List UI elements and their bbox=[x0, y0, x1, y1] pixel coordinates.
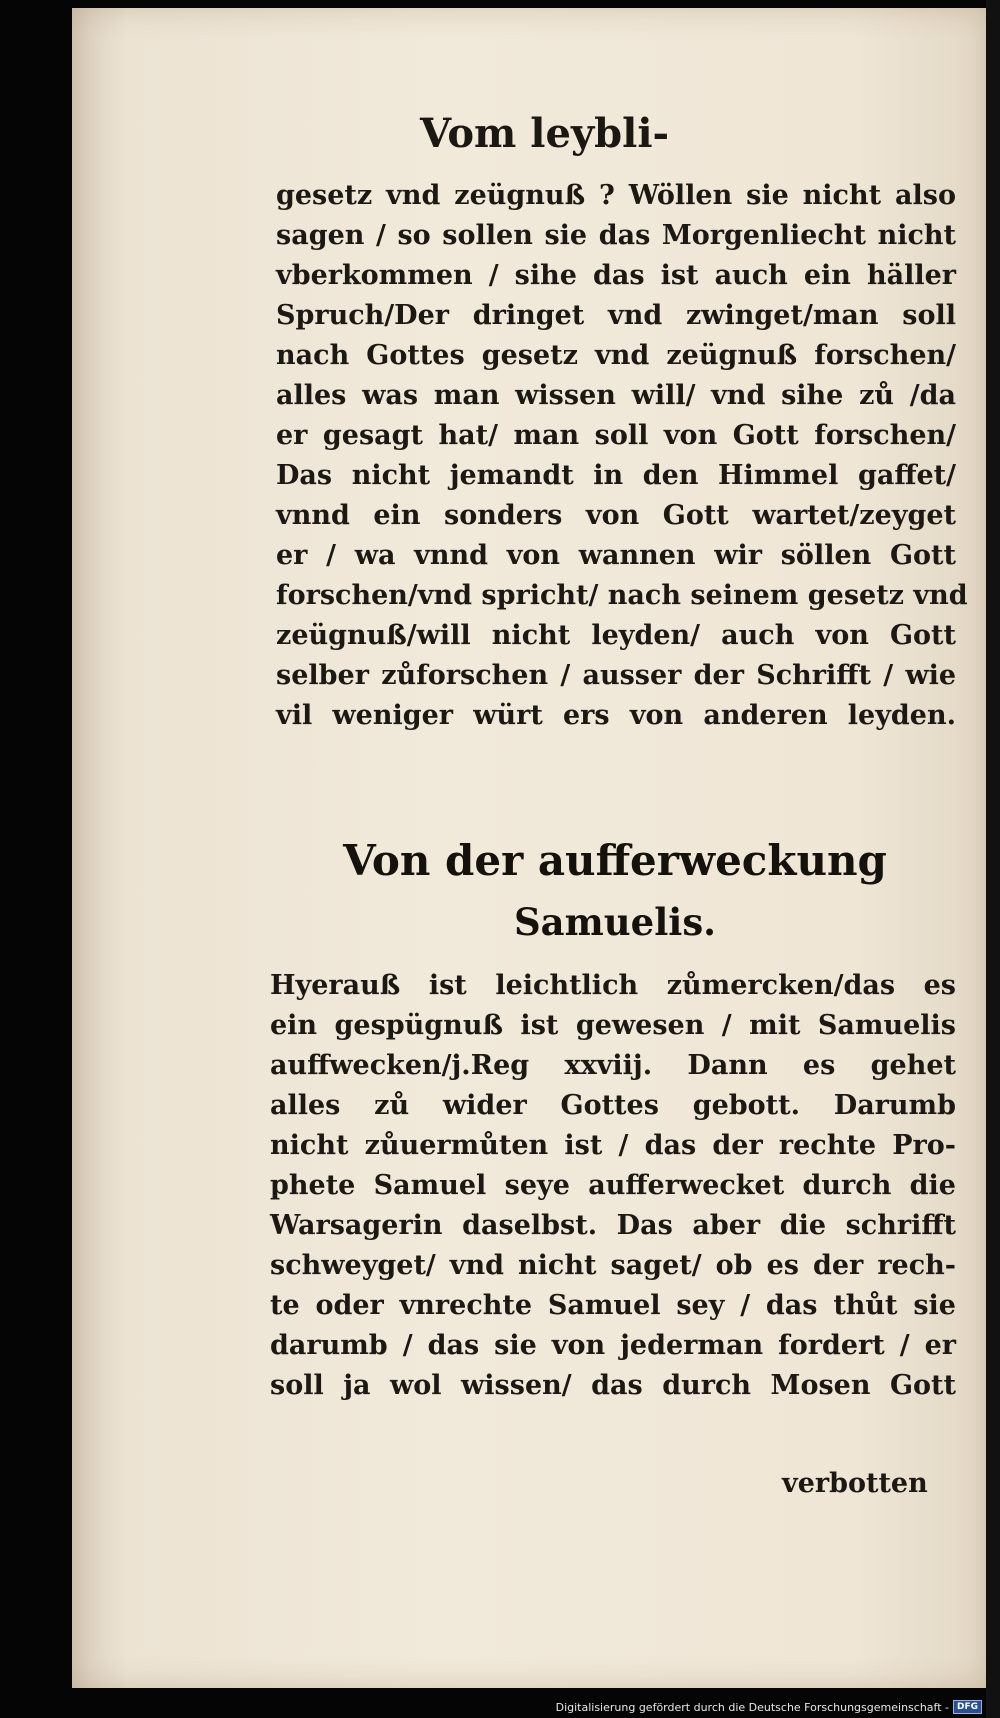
text-line: te oder vnrechte Samuel sey / das thůt sie bbox=[270, 1290, 956, 1321]
text-line: Warsagerin daselbst. Das aber die schrifft bbox=[270, 1210, 956, 1241]
running-head: Vom leybli- bbox=[420, 110, 670, 157]
text-line: forschen/vnd spricht/ nach seinem gesetz vnd bbox=[276, 580, 968, 611]
credit-text: Digitalisierung gefördert durch die Deutsche Forschungsgemeinschaft - bbox=[555, 1700, 949, 1714]
text-line: er gesagt hat/ man soll von Gott forschen/ bbox=[276, 420, 956, 451]
dfg-logo: DFG bbox=[953, 1700, 982, 1714]
text-line: darumb / das sie von jederman fordert / er bbox=[270, 1330, 956, 1361]
text-line: alles zů wider Gottes gebott. Darumb bbox=[270, 1090, 956, 1121]
text-line: Das nicht jemandt in den Himmel gaffet/ bbox=[276, 460, 956, 491]
text-line: nicht zůuermůten ist / das der rechte Pro- bbox=[270, 1130, 956, 1161]
text-line: vil weniger würt ers von anderen leyden. bbox=[276, 700, 956, 731]
paragraph-1 bbox=[276, 176, 968, 736]
scan-right-edge bbox=[986, 0, 1000, 1718]
digitization-credit bbox=[556, 1700, 982, 1714]
catchword: verbotten bbox=[782, 1468, 928, 1499]
text-line: soll ja wol wissen/ das durch Mosen Gott bbox=[270, 1370, 956, 1401]
text-line: er / wa vnnd von wannen wir söllen Gott bbox=[276, 540, 956, 571]
text-line: zeügnuß/will nicht leyden/ auch von Gott bbox=[276, 620, 956, 651]
paragraph-2 bbox=[270, 966, 956, 1406]
text-line: Hyerauß ist leichtlich zůmercken/das es bbox=[270, 970, 956, 1001]
text-line: vnnd ein sonders von Gott wartet/zeyget bbox=[276, 500, 956, 531]
section-heading-subline: Samuelis. bbox=[513, 900, 717, 944]
text-line: sagen / so sollen sie das Morgenliecht nicht bbox=[276, 220, 956, 251]
text-line: auffwecken/j.Reg xxviij. Dann es gehet bbox=[270, 1050, 956, 1081]
section-heading: Von der aufferweckung bbox=[343, 836, 887, 885]
text-line: ein gespügnuß ist gewesen / mit Samuelis bbox=[270, 1010, 956, 1041]
text-line: vberkommen / sihe das ist auch ein häller bbox=[276, 260, 956, 291]
text-line: gesetz vnd zeügnuß ? Wöllen sie nicht also bbox=[276, 180, 956, 211]
text-line: alles was man wissen will/ vnd sihe zů /da bbox=[276, 380, 956, 411]
text-line: schweyget/ vnd nicht saget/ ob es der rech- bbox=[270, 1250, 956, 1281]
text-line: nach Gottes gesetz vnd zeügnuß forschen/ bbox=[276, 340, 956, 371]
text-line: Spruch/Der dringet vnd zwinget/man soll bbox=[276, 300, 956, 331]
text-line: phete Samuel seye aufferwecket durch die bbox=[270, 1170, 956, 1201]
text-line: selber zůforschen / ausser der Schrifft / wie bbox=[276, 660, 956, 691]
